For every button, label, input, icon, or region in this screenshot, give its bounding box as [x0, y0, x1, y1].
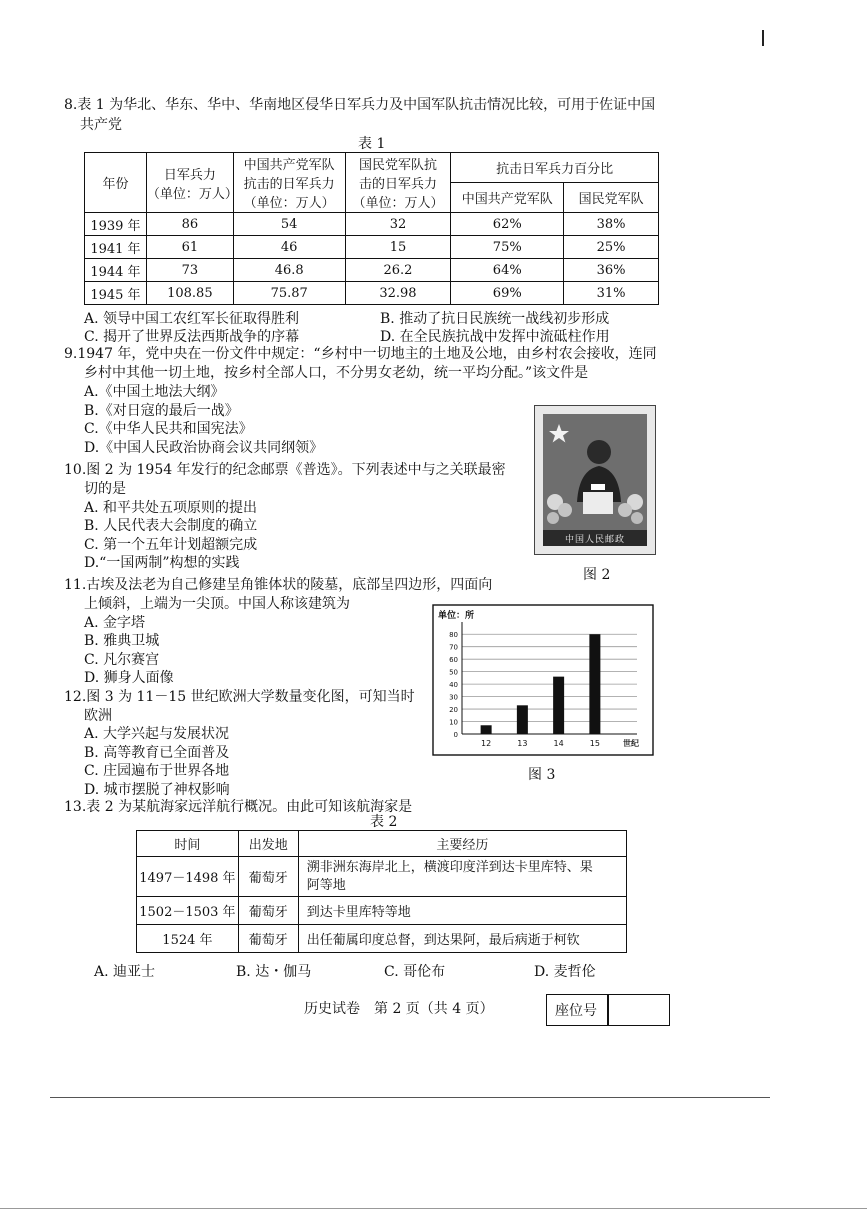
x-tick-label: 15	[589, 739, 600, 748]
table2	[136, 830, 627, 953]
q10-option-c: C. 第一个五年计划超额完成	[84, 537, 258, 553]
q12-option-c: C. 庄园遍布于世界各地	[84, 763, 230, 779]
q8-stem-line2: 共产党	[80, 117, 122, 133]
th-origin: 出发地	[238, 831, 298, 857]
q12-option-d: D. 城市摆脱了神权影响	[84, 782, 230, 798]
q12-stem-line2: 欧洲	[84, 708, 112, 724]
q9-stem-line2: 乡村中其他一切土地，按乡村全部人口，不分男女老幼，统一平均分配。”该文件是	[84, 365, 589, 381]
th-percent-kmt: 国民党军队	[564, 183, 659, 213]
th-percent-ccp: 中国共产党军队	[451, 183, 564, 213]
q11-option-c: C. 凡尔赛宫	[84, 652, 160, 668]
x-tick-label: 13	[517, 739, 528, 748]
y-tick-label: 20	[449, 706, 458, 715]
q10-option-b: B. 人民代表大会制度的确立	[84, 518, 258, 534]
q9-option-c: C.《中华人民共和国宪法》	[84, 421, 253, 437]
stamp-illustration	[543, 414, 647, 546]
chart-frame	[433, 605, 653, 755]
q9-option-b: B.《对日寇的最后一战》	[84, 403, 239, 419]
q11-option-a: A. 金字塔	[84, 615, 146, 631]
stamp-figure	[534, 405, 656, 555]
bar	[553, 677, 564, 734]
y-tick-label: 30	[449, 693, 458, 702]
q9-option-a: A.《中国土地法大纲》	[84, 384, 225, 400]
q8-option-d: D. 在全民族抗战中发挥中流砥柱作用	[380, 329, 610, 345]
y-tick-label: 40	[449, 681, 458, 690]
q8-stem-line1: 8.表 1 为华北、华东、华中、华南地区侵华日军兵力及中国军队抗击情况比较，可用于佐证中国	[64, 97, 656, 113]
q11-stem-line1: 11.古埃及法老为自己修建呈角锥体状的陵墓，底部呈四边形，四面向	[64, 577, 493, 593]
stamp-label: 中国人民邮政	[564, 535, 625, 545]
table1-caption: 表 1	[358, 136, 386, 152]
y-tick-label: 80	[449, 631, 458, 640]
q10-stem-line2: 切的是	[84, 481, 126, 497]
x-tick-label: 14	[553, 739, 564, 748]
q13-option-d: D. 麦哲伦	[534, 964, 596, 980]
table-row: 1497－1498 年 葡萄牙 溯非洲东海岸北上，横渡印度洋到达卡里库特、果 阿等地	[137, 857, 627, 897]
margin-mark	[762, 30, 764, 46]
th-year: 年份	[85, 153, 147, 213]
table-row: 1945 年 108.85 75.87 32.98 69% 31%	[85, 282, 659, 305]
table-row: 1939 年 86 54 32 62% 38%	[85, 213, 659, 236]
th-time: 时间	[137, 831, 239, 857]
y-axis-label: 单位：所	[438, 611, 475, 621]
bar	[481, 725, 492, 734]
y-tick-label: 10	[449, 718, 458, 727]
stamp-image	[543, 414, 647, 546]
q12-option-a: A. 大学兴起与发展状况	[84, 726, 230, 742]
bottom-rule	[50, 1097, 770, 1098]
q9-option-d: D.《中国人民政治协商会议共同纲领》	[84, 440, 324, 456]
th-percent: 抗击日军兵力百分比	[451, 153, 659, 183]
q12-option-b: B. 高等教育已全面普及	[84, 745, 230, 761]
y-tick-label: 70	[449, 643, 458, 652]
figure3-caption: 图 3	[528, 767, 556, 783]
table-row: 1941 年 61 46 15 75% 25%	[85, 236, 659, 259]
q10-option-d: D.“一国两制”构想的实践	[84, 555, 240, 571]
q11-option-d: D. 狮身人面像	[84, 670, 174, 686]
th-experience: 主要经历	[298, 831, 626, 857]
q12-stem-line1: 12.图 3 为 11－15 世纪欧洲大学数量变化图，可知当时	[64, 689, 415, 705]
y-tick-label: 0	[453, 731, 458, 739]
q13-option-b: B. 达・伽马	[236, 964, 312, 980]
x-tick-label: 12	[481, 739, 492, 748]
bar	[589, 634, 600, 734]
q13-option-a: A. 迪亚士	[94, 964, 156, 980]
q11-stem-line2: 上倾斜，上端为一尖顶。中国人称该建筑为	[84, 596, 350, 612]
q9-stem-line1: 9.1947 年，党中央在一份文件中规定：“乡村中一切地主的土地及公地，由乡村农会接收，连同	[64, 346, 657, 362]
th-ccp: 中国共产党军队 抗击的日军兵力 （单位：万人）	[233, 153, 345, 213]
th-japan: 日军兵力 （单位：万人）	[146, 153, 233, 213]
y-tick-label: 50	[449, 668, 458, 677]
table1	[84, 152, 659, 305]
seat-label: 座位号	[555, 1003, 597, 1019]
q8-option-c: C. 揭开了世界反法西斯战争的序幕	[84, 329, 300, 345]
table2-caption: 表 2	[370, 814, 398, 830]
q10-stem-line1: 10.图 2 为 1954 年发行的纪念邮票《普选》。下列表述中与之关联最密	[64, 462, 506, 478]
seat-divider	[607, 995, 609, 1025]
page-footer: 历史试卷 第 2 页（共 4 页）	[304, 1001, 494, 1017]
q8-option-a: A. 领导中国工农红军长征取得胜利	[84, 311, 300, 327]
q8-option-b: B. 推动了抗日民族统一战线初步形成	[380, 311, 610, 327]
q13-stem: 13.表 2 为某航海家远洋航行概况。由此可知该航海家是	[64, 799, 413, 815]
scan-edge	[0, 1208, 867, 1209]
table-row: 1944 年 73 46.8 26.2 64% 36%	[85, 259, 659, 282]
bar	[517, 705, 528, 734]
x-axis-label: 世纪	[623, 739, 639, 748]
q11-option-b: B. 雅典卫城	[84, 633, 160, 649]
table-row: 1502－1503 年 葡萄牙 到达卡里库特等地	[137, 897, 627, 925]
th-kmt: 国民党军队抗 击的日军兵力 （单位：万人）	[345, 153, 451, 213]
figure3-chart	[432, 604, 654, 756]
q10-option-a: A. 和平共处五项原则的提出	[84, 500, 258, 516]
y-tick-label: 60	[449, 656, 458, 665]
q13-option-c: C. 哥伦布	[384, 964, 446, 980]
bar-chart	[432, 604, 654, 756]
figure2-caption: 图 2	[583, 567, 611, 583]
seat-number-box	[546, 994, 670, 1026]
table-row: 1524 年 葡萄牙 出任葡属印度总督，到达果阿，最后病逝于柯钦	[137, 925, 627, 953]
